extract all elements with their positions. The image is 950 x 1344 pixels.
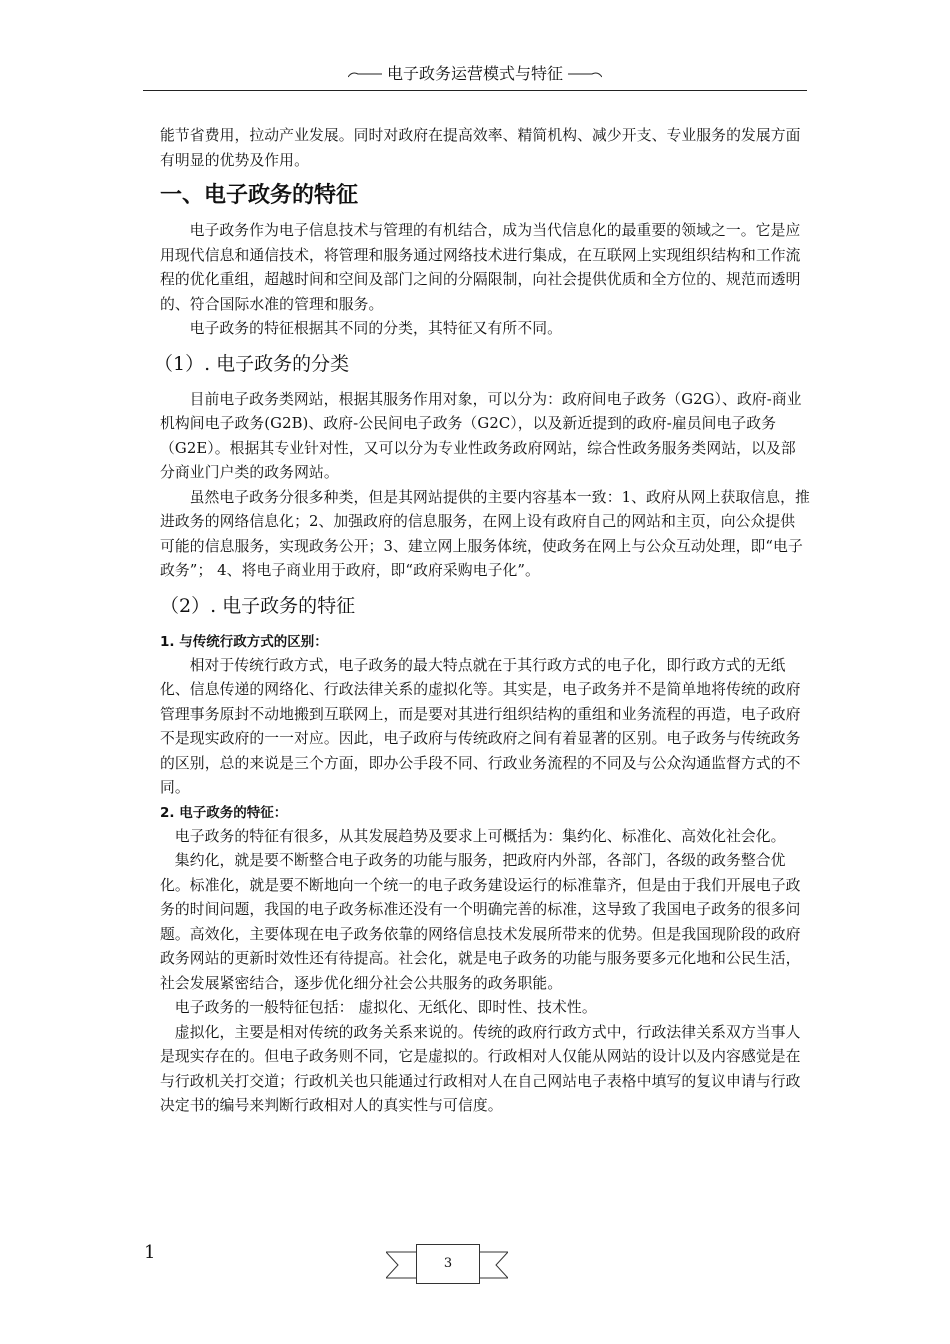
- page-header: [143, 58, 807, 91]
- paragraph-features-detail: 集约化，就是要不断整合电子政务的功能与服务，把政府内外部，各部门，各级的政务整合优化。标准化，就是要不断地向一个统一的电子政务建设运行的标准靠齐，但是由于我们开展电子政务的时间问题，我国的电子政务标准还没有一个明确完善的标准，这导致了我国电子政务的很多问题。高效化，主要体现在电子政务依靠的网络信息技术发展所带来的优势。但是我国现阶段的政府政务网站的更新时效性还有待提高。社会化，就是电子政务的功能与服务要多元化地和公民生活，社会发展紧密结合，逐步优化细分社会公共服务的政务职能。: [160, 852, 801, 992]
- section-heading-features: 一、电子政务的特征: [160, 183, 359, 208]
- subheading-features: （2）. 电子政务的特征: [160, 594, 356, 617]
- paragraph-website-types: 目前电子政务类网站，根据其服务作用对象，可以分为：政府间电子政务（G2G）、政府-商业机构间电子政务(G2B)、政府-公民间电子政务（G2C），以及新近提到的政府-雇员间电子政务（G2E）。根据其专业针对性，又可以分为专业性政务政府网站，综合性政务服务类网站，以及部分商业门户类的政务网站。: [160, 390, 802, 481]
- document-body: [154, 124, 810, 1119]
- intro-paragraph: 能节省费用，拉动产业发展。同时对政府在提高效率、精简机构、减少开支、专业服务的发展方面有明显的优势及作用。: [160, 127, 801, 169]
- paragraph-definition: 电子政务作为电子信息技术与管理的有机结合，成为当代信息化的最重要的领域之一。它是应用现代信息和通信技术，将管理和服务通过网络技术进行集成，在互联网上实现组织结构和工作流程的优化重组，超越时间和空间及部门之间的分隔限制，向社会提供优质和全方位的、规范而透明的、符合国际水准的管理和服务。: [160, 222, 801, 313]
- paragraph-features-summary: 电子政务的特征有很多，从其发展趋势及要求上可概括为：集约化、标准化、高效化社会化。: [174, 827, 786, 845]
- paragraph-virtualization: 虚拟化，主要是相对传统的政务关系来说的。传统的政府行政方式中，行政法律关系双方当事人是现实存在的。但电子政务则不同，它是虚拟的。行政相对人仅能从网站的设计以及内容感觉是在与行政机关打交道；行政机关也只能通过行政相对人在自己网站电子表格中填写的复议申请与行政决定书的编号来判断行政相对人的真实性与可信度。: [160, 1023, 801, 1114]
- paragraph-general-features: 电子政务的一般特征包括： 虚拟化、无纸化、即时性、技术性。: [174, 999, 597, 1016]
- paragraph-classification-note: 电子政务的特征根据其不同的分类，其特征又有所不同。: [189, 320, 563, 337]
- page-number-box: [416, 1244, 480, 1284]
- header-ornament-left-icon: [348, 71, 382, 79]
- paragraph-difference: 相对于传统行政方式，电子政务的最大特点就在于其行政方式的电子化，即行政方式的无纸化、信息传递的网络化、行政法律关系的虚拟化等。其实是，电子政务并不是简单地将传统的政府管理事务原封不动地搬到互联网上，而是要对其进行组织结构的重组和业务流程的再造，电子政府不是现实政府的一一对应。因此，电子政府与传统政府之间有着显著的区别。电子政务与传统政务的区别，总的来说是三个方面，即办公手段不同、行政业务流程的不同及与公众沟通监督方式的不同。: [160, 656, 801, 796]
- item-heading-features: 2. 电子政务的特征：: [160, 804, 288, 821]
- page-number: 3: [443, 1256, 453, 1271]
- footer-left-number: 1: [144, 1242, 156, 1263]
- ribbon-left-icon: [386, 1248, 420, 1282]
- header-title: 电子政务运营模式与特征: [386, 64, 563, 83]
- item-heading-difference: 1. 与传统行政方式的区别：: [160, 633, 328, 650]
- subheading-classification: （1）. 电子政务的分类: [154, 352, 350, 375]
- header-ornament-right-icon: [568, 71, 602, 79]
- paragraph-website-content: 虽然电子政务分很多种类，但是其网站提供的主要内容基本一致：1、政府从网上获取信息，推进政务的网络信息化；2、加强政府的信息服务，在网上设有政府自己的网站和主页，向公众提供可能的信息服务，实现政务公开；3、建立网上服务体统，使政务在网上与公众互动处理，即“电子政务”； 4、将电子商业用于政府，即“政府采购电子化”。: [160, 488, 810, 579]
